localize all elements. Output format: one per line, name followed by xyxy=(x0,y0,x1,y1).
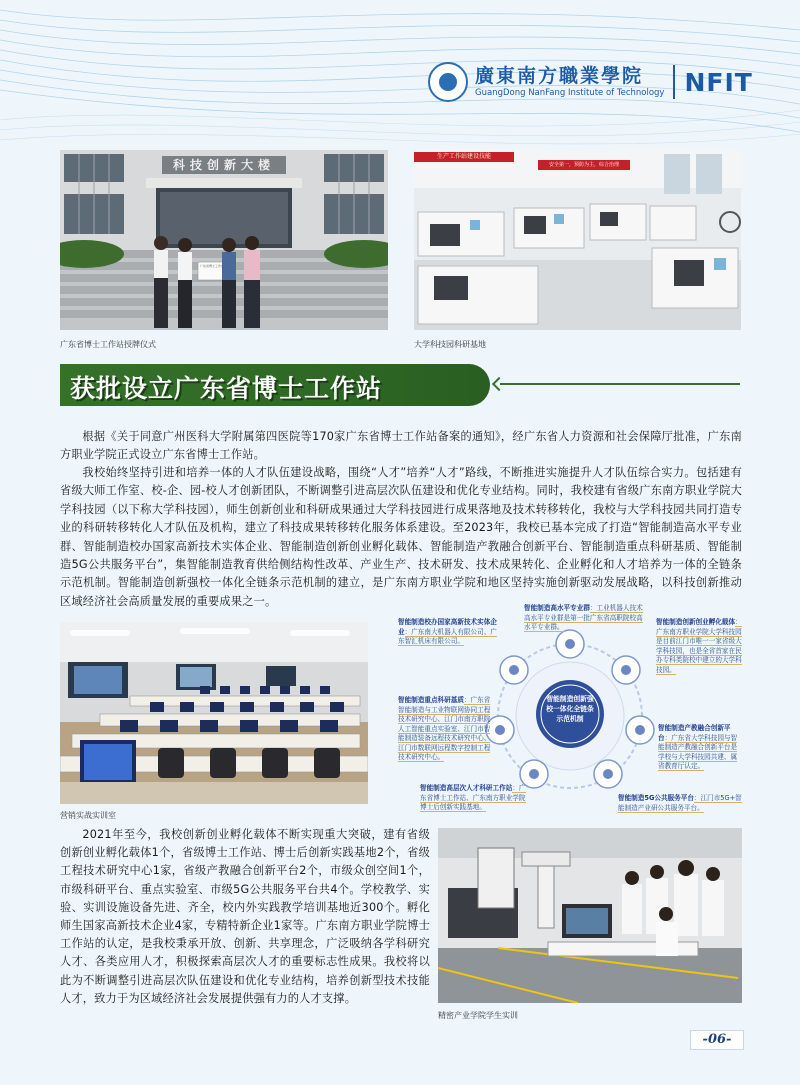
plaque-text: 广东省博士工作站 xyxy=(199,264,224,268)
diagram-item-text: ：江门市5G+智能制造产业研公共服务平台。 xyxy=(618,794,742,812)
lab-banner-right: 安全第一，预防为主，综合治理 xyxy=(538,160,630,170)
lab-banner-left: 生产工作站建设技能 xyxy=(414,152,514,162)
logo-divider xyxy=(673,65,675,99)
section-title: 获批设立广东省博士工作站 xyxy=(70,374,383,403)
diagram-item-lead: 智能制造5G公共服务平台 xyxy=(618,794,694,802)
diagram-item-text: ：广东省大学科技园与智能制造产教融合创新平台是学校与大学科技园共建、属省教育厅认定。 xyxy=(658,733,738,770)
diagram-item-text: ：工业机器人技术高水平专业群是第一批广东省高职院校高水平专业群。 xyxy=(524,604,643,631)
photo-ceremony xyxy=(60,150,388,330)
diagram-item-text: ：广东南大机器人有限公司、广东智汇机床有限公司。 xyxy=(398,627,497,645)
photo-student-training xyxy=(438,828,742,1003)
paragraph-achievements: 2021年至今，我校创新创业孵化载体不断实现重大突破，建有省级创新创业孵化载体1个，省级博士工作站、博士后创新实践基地2个，省级工程技术研究中心1家，省级产教融合创新平台2个，市级众创空间1个，市级科研平台、重点实验室、市级5G公共服务平台共4个。学校教学、实验、实训设施设备先进、齐全，校内外实践教学培训基地近300个。孵化师生国家高新技术企业4家，专精特新企业1家等。广东南方职业学院博士工作站的认定，是我校秉承开放、创新、共享理念，广泛吸纳各学科研究人才、各类应用人才，积极探索高层次人才的重要标志性成果。我校将以此为不断调整引进高层次队伍建设和优化专业结构，培养创新型技术技能人才，致力于为区域经济社会发展提供强有力的人才支撑。 xyxy=(60,828,430,1005)
diagram-item-specialty-group xyxy=(524,604,644,633)
diagram-item-text: ：广东省智能制造与工业物联网协同工程技术研究中心、江门市南方职院人工智能重点实验室、江门市智能制造装备远程技术研究中心、江门市数联网远程数字控制工程技术研究中心。 xyxy=(398,696,491,761)
caption-research-base: 大学科技园科研基地 xyxy=(414,340,486,349)
diagram-item-text: ：广东省博士工作站、广东南方职业学院博士后创新实践基地。 xyxy=(420,784,526,811)
school-name-cn: 廣東南方職業學院 xyxy=(475,65,644,87)
caption-ceremony: 广东省博士工作站授牌仪式 xyxy=(60,340,156,349)
diagram-item-lead: 智能制造重点科研基质 xyxy=(398,696,464,704)
arrow-left-icon xyxy=(492,377,506,391)
diagram-item-enterprise xyxy=(398,618,498,647)
school-abbr: NFIT xyxy=(684,67,753,97)
school-name-en: GuangDong NanFang Institute of Technology xyxy=(475,88,665,98)
diagram-item-lead: 智能制造产教融合创新平台 xyxy=(658,724,731,742)
caption-marketing-lab: 营销实战实训室 xyxy=(60,811,116,820)
diagram-item-integration-platform xyxy=(658,724,742,772)
diagram-item-research-base xyxy=(398,696,496,763)
school-emblem-icon xyxy=(428,62,468,102)
section-title-banner xyxy=(60,364,490,406)
diagram-item-lead: 智能制造高水平专业群 xyxy=(524,604,590,612)
diagram-item-lead: 智能制造校办国家高新技术实体企业 xyxy=(398,618,497,636)
paragraph-strategy: 我校始终坚持引进和培养一体的人才队伍建设战略，围绕“人才”培养“人才”路线，不断推进实施提升人才队伍综合实力。包括建有省级大师工作室、校-企、园-校人才创新团队，不断调整引进高层次队伍建设和优化专业结构。同时，我校建有省级广东南方职业学院大学科技园（以下称大学科技园），师生创新创业和科研成果通过大学科技园进行成果落地及技术转移转化，我校与大学科技园共同打造专业的科研转移转化人才队伍及机构，建立了科技成果转移转化服务体系建设。至2023年，我校已基本完成了打造“智能制造高水平专业群、智能制造校办国家高新技术实体企业、智能制造创新创业孵化载体、智能制造产教融合创新平台、智能制造重点科研基质、智能制造5G公共服务平台”，集智能制造教育供给侧结构性改革、产业生产、技术研发、技术成果转化、企业孵化和人才培养为一体的全链条示范机制。智能制造创新强校一体化全链条示范机制的建立，是广东南方职业学院和地区坚持实施创新驱动发展战略，以科技创新推动区域经济社会高质量发展的重要成果之一。 xyxy=(60,466,742,608)
diagram-item-lead: 智能制造高层次人才科研工作站 xyxy=(420,784,513,792)
title-rule xyxy=(500,383,740,385)
mechanism-diagram xyxy=(396,602,744,824)
caption-student-training: 精密产业学院学生实训 xyxy=(438,1011,518,1020)
building-sign: 科技创新大楼 xyxy=(162,156,286,174)
diagram-item-lead: 智能制造创新创业孵化载体 xyxy=(656,618,736,626)
diagram-item-5g-platform xyxy=(618,794,742,813)
paragraph-approval: 根据《关于同意广州医科大学附属第四医院等170家广东省博士工作站备案的通知》，经广东省人力资源和社会保障厅批准，广东南方职业学院正式设立广东省博士工作站。 xyxy=(60,430,742,462)
photo-marketing-lab xyxy=(60,622,368,804)
photo-research-base xyxy=(414,150,741,330)
school-logo xyxy=(428,60,758,104)
diagram-item-text: ：广东南方职业学院大学科技园是目前江门市唯一一家省级大学科技园，也是全省首家在民办专科类院校中建立的大学科技园。 xyxy=(656,618,742,674)
diagram-item-incubator xyxy=(656,618,742,675)
page-number: -06- xyxy=(690,1030,744,1050)
diagram-item-talent-station xyxy=(420,784,532,813)
diagram-center-label: 智能制造创新强校一体化全链条示范机制 xyxy=(546,695,594,723)
